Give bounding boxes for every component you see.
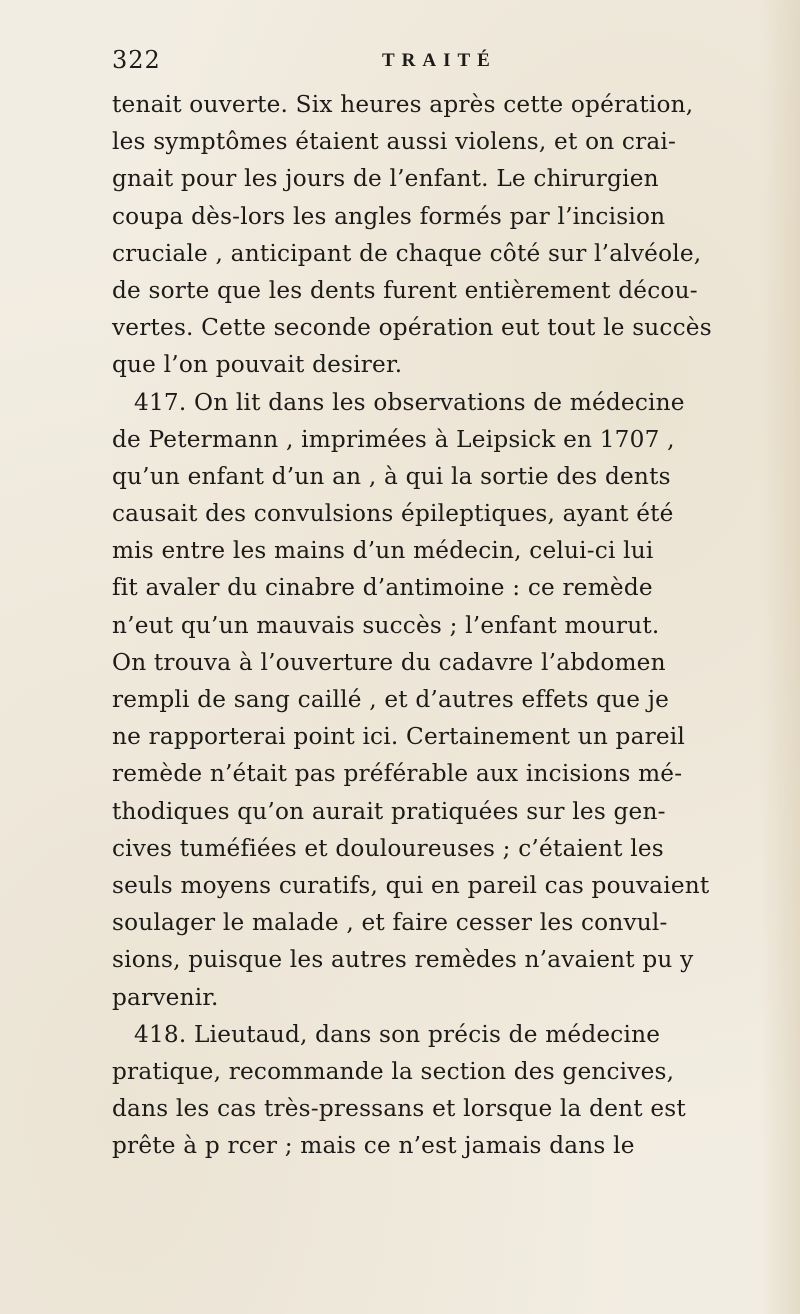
page-edge-shading [760, 0, 800, 1314]
text-line: de sorte que les dents furent entièrement décou- [112, 276, 698, 304]
text-line: coupa dès-lors les angles formés par l’incision [112, 202, 666, 230]
text-line: soulager le malade , et faire cesser les convul- [112, 909, 668, 937]
text-line: rempli de sang caillé , et d’autres effets que je [112, 686, 670, 713]
text-line: causait des convulsions épileptiques, ayant été [112, 500, 674, 528]
text-line: que l’on pouvait desirer. [112, 351, 403, 379]
text-line: prête à p rcer ; mais ce n’est jamais dans le [112, 1132, 635, 1160]
text-line: de Petermann , imprimées à Leipsick en 1707 , [112, 425, 675, 453]
text-line: cives tuméfiées et douloureuses ; c’étaient les [112, 834, 664, 862]
text-line: tenait ouverte. Six heures après cette opération, [112, 91, 694, 118]
text-line: vertes. Cette seconde opération eut tout le succès [112, 314, 712, 342]
text-line: parvenir. [112, 983, 219, 1011]
paragraph-start-line: 418. Lieutaud, dans son précis de médecine [134, 1020, 661, 1048]
text-line: les symptômes étaient aussi violens, et on crai- [112, 128, 677, 156]
text-line: cruciale , anticipant de chaque côté sur l’alvéole, [112, 239, 702, 267]
text-line: seuls moyens curatifs, qui en pareil cas pouvaient [112, 871, 710, 899]
paragraph-start-line: 417. On lit dans les observations de médecine [134, 388, 685, 416]
text-line: On trouva à l’ouverture du cadavre l’abdomen [112, 648, 666, 676]
text-line: ne rapporterai point ici. Certainement un pareil [112, 723, 686, 751]
text-line: dans les cas très-pressans et lorsque la dent est [112, 1095, 686, 1123]
page-header [112, 46, 712, 80]
text-line: sions, puisque les autres remèdes n’avaient pu y [112, 946, 694, 974]
text-line: gnait pour les jours de l’enfant. Le chirurgien [112, 165, 659, 193]
text-line: qu’un enfant d’un an , à qui la sortie des dents [112, 462, 671, 490]
text-line: remède n’était pas préférable aux incisions mé- [112, 760, 683, 788]
page-number: 322 [112, 46, 161, 74]
text-line: pratique, recommande la section des gencives, [112, 1057, 675, 1085]
text-line: thodiques qu’on aurait pratiquées sur les gen- [112, 797, 666, 825]
body-text [112, 86, 712, 1164]
text-line: n’eut qu’un mauvais succès ; l’enfant mourut. [112, 611, 660, 639]
text-line: mis entre les mains d’un médecin, celui-ci lui [112, 537, 654, 565]
running-title: TRAITÉ [382, 50, 497, 71]
text-line: fit avaler du cinabre d’antimoine : ce remède [112, 574, 653, 602]
